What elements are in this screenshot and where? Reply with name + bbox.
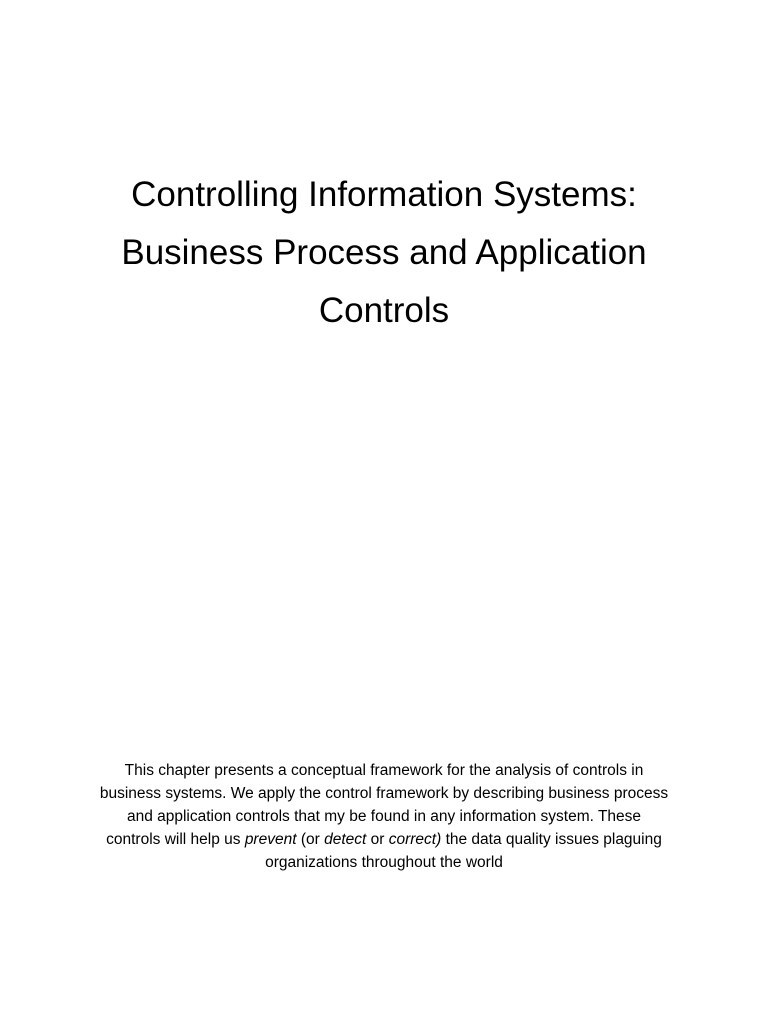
chapter-abstract — [40, 759, 728, 874]
page-title — [40, 166, 728, 340]
title-line-3: Controls — [318, 291, 450, 330]
abstract-emphasis-detect: detect — [324, 831, 367, 848]
abstract-line-1: This chapter presents a conceptual framework for the analysis of controls in — [124, 762, 644, 779]
abstract-line-4-text-b: (or — [296, 831, 325, 848]
title-line-1: Controlling Information Systems: — [131, 175, 637, 214]
abstract-line-4-text-a: controls will help us — [106, 831, 245, 848]
abstract-line-5: organizations throughout the world — [265, 854, 503, 871]
abstract-line-4-text-c: or — [366, 831, 389, 848]
abstract-line-2: business systems. We apply the control framework by describing business process — [99, 785, 669, 802]
abstract-emphasis-correct: correct) — [388, 831, 442, 848]
abstract-line-4-text-d: the data quality issues plaguing — [441, 831, 662, 848]
abstract-line-4 — [40, 828, 728, 851]
abstract-line-3: and application controls that my be found in any information system. These — [126, 808, 642, 825]
abstract-emphasis-prevent: prevent — [244, 831, 297, 848]
title-line-2: Business Process and Application — [121, 233, 647, 272]
